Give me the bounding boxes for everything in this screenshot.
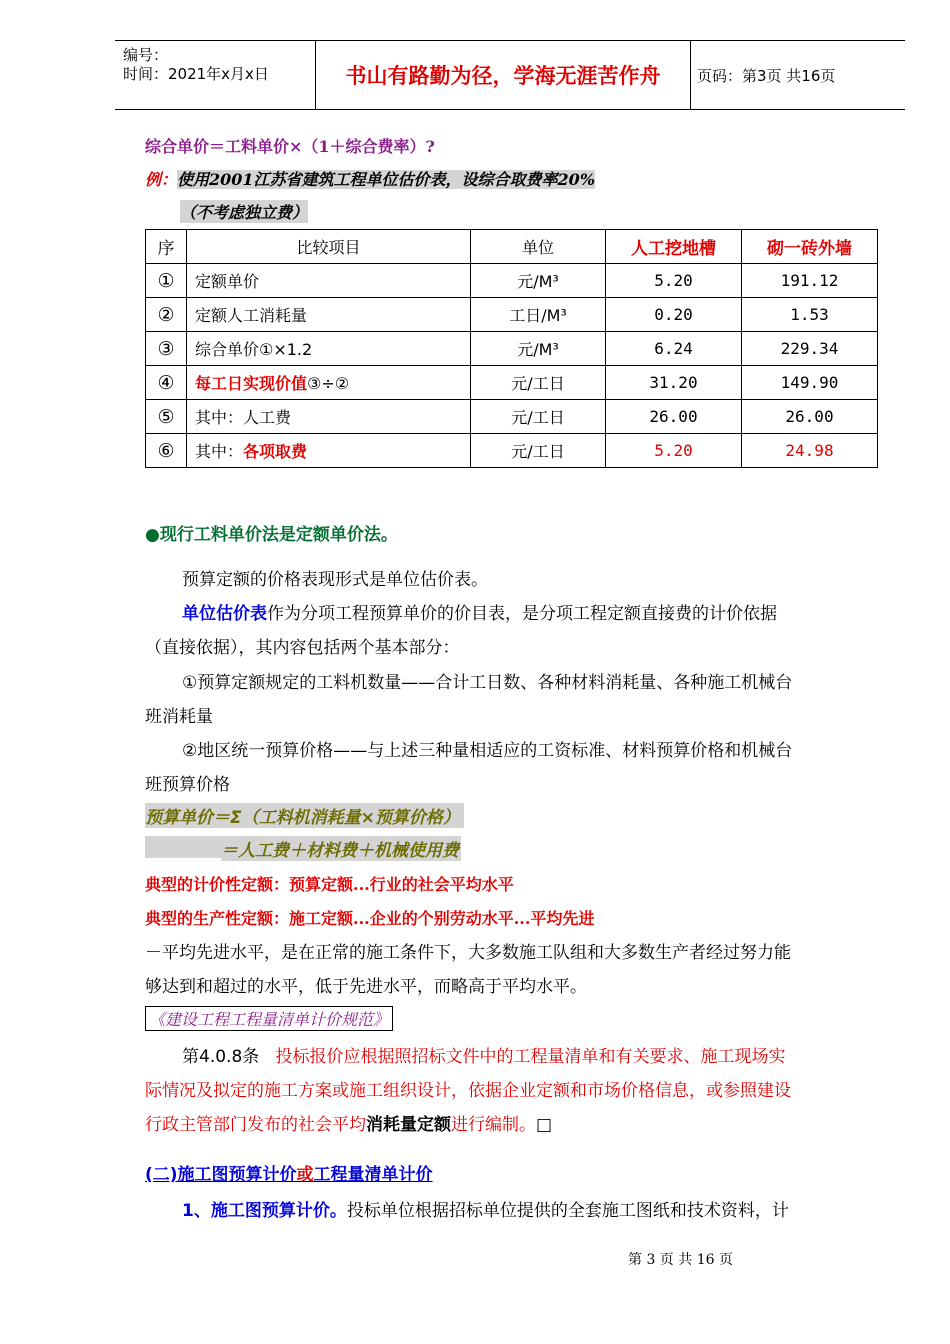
spec-title: 《建设工程工程量清单计价规范》 (145, 1006, 393, 1031)
article-text-3c: 进行编制。 (451, 1115, 536, 1135)
formula-2-shade (145, 836, 221, 858)
row-value-2: 24.98 (742, 434, 878, 468)
article-line-2: 际情况及拟定的施工方案或施工组织设计，依据企业定额和市场价格信息，或参照建设 (145, 1081, 791, 1101)
header-motto: 书山有路勤为径，学海无涯苦作舟 (315, 41, 691, 109)
row-unit: 元/M³ (471, 264, 606, 298)
page-footer: 第 3 页 共 16 页 (628, 1252, 733, 1268)
formula-2-line-1: 预算单价＝Σ（工料机消耗量×预算价格） (145, 803, 464, 828)
header-time: 时间：2021年x月x日 (123, 65, 269, 83)
section-heading (145, 1160, 433, 1185)
row-unit: 工日/M³ (471, 298, 606, 332)
row-item-highlight: 各项取费 (243, 442, 308, 461)
section-heading-b: 工程量清单计价 (313, 1165, 433, 1185)
example-prefix: 例： (145, 170, 178, 189)
item-1-label: 1、施工图预算计价。 (182, 1201, 347, 1221)
row-unit: 元/工日 (471, 366, 606, 400)
th-col2: 砌一砖外墙 (742, 230, 878, 264)
row-unit: 元/M³ (471, 332, 606, 366)
table-row (146, 264, 878, 298)
paragraph-4-line-2: 班预算价格 (145, 775, 230, 795)
th-item: 比较项目 (187, 230, 471, 264)
row-value-2: 229.34 (742, 332, 878, 366)
paragraph-2-text: 作为分项工程预算单价的价目表，是分项工程定额直接费的计价依据 (267, 604, 777, 624)
row-seq: ⑥ (146, 434, 187, 468)
example-text: 使用2001江苏省建筑工程单位估价表，设综合取费率20% (177, 170, 596, 189)
table-row (146, 332, 878, 366)
example-line (145, 167, 595, 190)
row-item-prefix: 其中： (195, 442, 244, 461)
paragraph-5-line-1: －平均先进水平，是在正常的施工条件下，大多数施工队组和大多数生产者经过努力能 (145, 943, 791, 963)
paragraph-2-line-1 (182, 599, 777, 624)
row-value-2: 149.90 (742, 366, 878, 400)
table-row (146, 366, 878, 400)
paragraph-1: 预算定额的价格表现形式是单位估价表。 (182, 570, 488, 590)
row-seq: ② (146, 298, 187, 332)
row-seq: ③ (146, 332, 187, 366)
section-heading-a: (二)施工图预算计价 (145, 1165, 297, 1185)
paragraph-3-line-1: ①预算定额规定的工料机数量——合计工日数、各种材料消耗量、各种施工机械台 (182, 673, 793, 693)
table-row (146, 434, 878, 468)
header-page: 页码：第3页 共16页 (697, 66, 836, 85)
row-seq: ⑤ (146, 400, 187, 434)
row-item-tail: ③÷② (307, 374, 350, 393)
th-col1: 人工挖地槽 (606, 230, 742, 264)
paragraph-4-line-1: ②地区统一预算价格——与上述三种量相适应的工资标准、材料预算价格和机械台 (182, 741, 793, 761)
th-unit: 单位 (471, 230, 606, 264)
comparison-table (145, 229, 878, 468)
typical-production-quota: 典型的生产性定额：施工定额...企业的个别劳动水平...平均先进 (145, 909, 595, 928)
row-value-1: 6.24 (606, 332, 742, 366)
formula-2-line-2: ＝人工费＋材料费＋机械使用费 (221, 836, 461, 861)
header-code: 编号： (123, 46, 169, 64)
row-item: 其中：人工费 (187, 400, 471, 434)
row-item: 综合单价①×1.2 (187, 332, 471, 366)
section-heading-or: 或 (296, 1165, 314, 1185)
row-item: 定额单价 (187, 264, 471, 298)
row-value-1: 5.20 (606, 264, 742, 298)
row-value-1: 31.20 (606, 366, 742, 400)
article-text-3b: 消耗量定额 (366, 1115, 451, 1135)
item-1-text: 投标单位根据招标单位提供的全套施工图纸和技术资料，计 (346, 1201, 789, 1221)
table-row (146, 400, 878, 434)
row-value-1: 5.20 (606, 434, 742, 468)
th-seq: 序 (146, 230, 187, 264)
row-item-highlight: 每工日实现价值 (195, 374, 308, 393)
table-header-row (146, 230, 878, 264)
row-value-1: 0.20 (606, 298, 742, 332)
header-meta (115, 41, 315, 109)
article-text-3a: 行政主管部门发布的社会平均 (145, 1115, 366, 1135)
article-line-1 (182, 1042, 785, 1067)
article-line-3 (145, 1110, 552, 1135)
item-1-line (182, 1196, 789, 1221)
paragraph-3-line-2: 班消耗量 (145, 707, 213, 727)
formula-line: 综合单价＝工料单价×（1＋综合费率）? (145, 137, 435, 156)
article-label: 第4.0.8条 (182, 1047, 260, 1067)
table-row (146, 298, 878, 332)
row-unit: 元/工日 (471, 434, 606, 468)
example-note: （不考虑独立费） (180, 200, 308, 223)
row-item (187, 434, 471, 468)
paragraph-2-line-2: （直接依据），其内容包括两个基本部分： (145, 638, 460, 658)
row-item: 定额人工消耗量 (187, 298, 471, 332)
row-seq: ① (146, 264, 187, 298)
row-value-2: 191.12 (742, 264, 878, 298)
page-header (115, 40, 905, 110)
row-value-2: 1.53 (742, 298, 878, 332)
typical-pricing-quota: 典型的计价性定额：预算定额...行业的社会平均水平 (145, 875, 514, 894)
row-seq: ④ (146, 366, 187, 400)
bullet-heading: ●现行工料单价法是定额单价法。 (145, 525, 398, 545)
row-value-1: 26.00 (606, 400, 742, 434)
paragraph-5-line-2: 够达到和超过的水平，低于先进水平，而略高于平均水平。 (145, 977, 587, 997)
row-value-2: 26.00 (742, 400, 878, 434)
article-text-1: 投标报价应根据照招标文件中的工程量清单和有关要求、施工现场实 (275, 1047, 786, 1067)
term-unit-price-table: 单位估价表 (182, 604, 267, 624)
row-unit: 元/工日 (471, 400, 606, 434)
checkbox-glyph: □ (536, 1115, 553, 1135)
row-item (187, 366, 471, 400)
